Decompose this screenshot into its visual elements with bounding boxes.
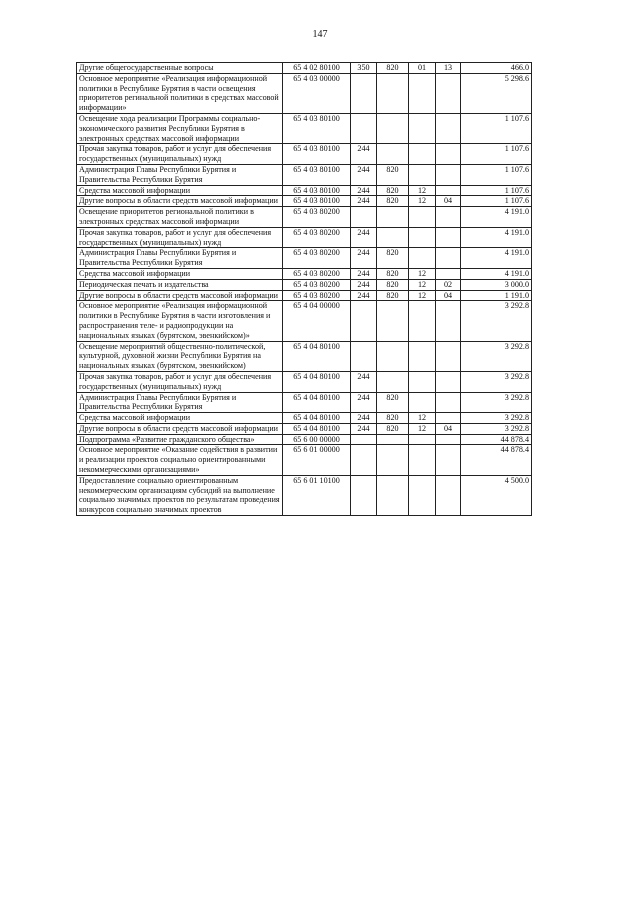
amount-value: 44 878.4 [461,434,532,445]
target-article-code: 65 4 03 80200 [283,290,351,301]
amount-value: 3 292.8 [461,371,532,392]
expense-item-name: Периодическая печать и издательства [77,279,283,290]
expense-item-name: Прочая закупка товаров, работ и услуг для обеспечения государственных (муниципальных) нужд [77,371,283,392]
expense-type-code [351,207,377,228]
expense-item-name: Другие вопросы в области средств массовой информации [77,423,283,434]
budget-manager-code [377,207,409,228]
target-article-code: 65 4 03 80100 [283,164,351,185]
expense-type-code [351,73,377,113]
section-code [409,227,436,248]
subsection-code [436,475,461,515]
subsection-code: 02 [436,279,461,290]
budget-manager-code [377,445,409,475]
table-row [77,185,532,196]
target-article-code: 65 4 03 80200 [283,268,351,279]
subsection-code [436,227,461,248]
target-article-code: 65 4 03 80200 [283,279,351,290]
section-code [409,164,436,185]
table-row [77,227,532,248]
budget-manager-code [377,434,409,445]
section-code [409,73,436,113]
table-row [77,392,532,413]
subsection-code [436,73,461,113]
section-code [409,341,436,371]
table-row [77,341,532,371]
budget-manager-code: 820 [377,185,409,196]
amount-value: 5 298.6 [461,73,532,113]
table-row [77,371,532,392]
budget-table [76,62,532,516]
expense-type-code [351,475,377,515]
target-article-code: 65 4 04 80100 [283,341,351,371]
expense-item-name: Средства массовой информации [77,185,283,196]
table-row [77,196,532,207]
amount-value: 3 292.8 [461,413,532,424]
expense-item-name: Другие вопросы в области средств массовой информации [77,290,283,301]
subsection-code: 04 [436,196,461,207]
target-article-code: 65 6 01 00000 [283,445,351,475]
amount-value: 1 107.6 [461,185,532,196]
amount-value: 1 107.6 [461,164,532,185]
table-row [77,301,532,341]
table-row [77,445,532,475]
section-code: 12 [409,290,436,301]
expense-type-code: 244 [351,423,377,434]
expense-type-code [351,445,377,475]
expense-type-code [351,113,377,143]
amount-value: 4 191.0 [461,268,532,279]
table-row [77,290,532,301]
expense-item-name: Администрация Главы Республики Бурятия и Правительства Республики Бурятия [77,392,283,413]
expense-type-code: 244 [351,196,377,207]
budget-manager-code: 820 [377,423,409,434]
expense-type-code: 244 [351,268,377,279]
subsection-code [436,392,461,413]
budget-manager-code: 820 [377,413,409,424]
subsection-code [436,268,461,279]
subsection-code: 04 [436,290,461,301]
subsection-code: 13 [436,63,461,74]
subsection-code [436,413,461,424]
page-number: 147 [312,29,328,40]
budget-manager-code [377,301,409,341]
expense-type-code [351,301,377,341]
section-code: 12 [409,413,436,424]
budget-manager-code [377,227,409,248]
target-article-code: 65 4 03 80100 [283,185,351,196]
amount-value: 3 000.0 [461,279,532,290]
target-article-code: 65 4 04 80100 [283,423,351,434]
section-code [409,475,436,515]
section-code [409,113,436,143]
subsection-code [436,113,461,143]
expense-type-code: 244 [351,227,377,248]
section-code: 12 [409,279,436,290]
table-row [77,144,532,165]
section-code [409,392,436,413]
table-row [77,63,532,74]
target-article-code: 65 4 04 80100 [283,413,351,424]
budget-manager-code: 820 [377,268,409,279]
section-code: 12 [409,185,436,196]
section-code: 12 [409,196,436,207]
section-code: 12 [409,268,436,279]
section-code [409,434,436,445]
target-article-code: 65 4 04 80100 [283,371,351,392]
amount-value: 44 878.4 [461,445,532,475]
target-article-code: 65 6 00 00000 [283,434,351,445]
subsection-code [436,434,461,445]
section-code [409,445,436,475]
table-row [77,423,532,434]
expense-item-name: Средства массовой информации [77,413,283,424]
budget-manager-code [377,113,409,143]
subsection-code [436,164,461,185]
table-row [77,207,532,228]
subsection-code [436,185,461,196]
expense-item-name: Освещение мероприятий общественно-политической, культурной, духовной жизни Республики Бурятия на национальных языках (бурятском, эвенкийском) [77,341,283,371]
budget-manager-code: 820 [377,392,409,413]
budget-manager-code [377,73,409,113]
amount-value: 3 292.8 [461,423,532,434]
expense-type-code: 244 [351,371,377,392]
table-row [77,434,532,445]
expense-type-code: 244 [351,290,377,301]
expense-item-name: Другие общегосударственные вопросы [77,63,283,74]
budget-manager-code: 820 [377,196,409,207]
amount-value: 4 191.0 [461,227,532,248]
expense-type-code: 244 [351,413,377,424]
expense-item-name: Основное мероприятие «Реализация информационной политики в Республике Бурятия в части освещения приоритетов регинальной политики в средствах массовой информации» [77,73,283,113]
expense-item-name: Другие вопросы в области средств массовой информации [77,196,283,207]
subsection-code [436,207,461,228]
expense-type-code [351,341,377,371]
expense-item-name: Основное мероприятие «Оказание содействия в развитии и реализации проектов социально ориентированными некоммерческими организациями» [77,445,283,475]
target-article-code: 65 4 03 80100 [283,144,351,165]
table-row [77,475,532,515]
expense-item-name: Основное мероприятие «Реализация информационной политики в Республике Бурятия в части изготовления и распространения теле- и радиопродукции на национальных языках (бурятском, эвенкийском)» [77,301,283,341]
amount-value: 3 292.8 [461,392,532,413]
expense-type-code: 244 [351,248,377,269]
budget-table-body [77,63,532,516]
section-code [409,371,436,392]
target-article-code: 65 4 03 80100 [283,113,351,143]
target-article-code: 65 4 03 80200 [283,207,351,228]
table-row [77,248,532,269]
table-row [77,413,532,424]
budget-manager-code: 820 [377,164,409,185]
expense-item-name: Подпрограмма «Развитие гражданского общества» [77,434,283,445]
section-code [409,207,436,228]
amount-value: 4 191.0 [461,207,532,228]
target-article-code: 65 4 03 80100 [283,196,351,207]
budget-manager-code: 820 [377,290,409,301]
expense-type-code [351,434,377,445]
subsection-code [436,144,461,165]
table-row [77,268,532,279]
table-row [77,73,532,113]
expense-type-code: 244 [351,185,377,196]
amount-value: 466.0 [461,63,532,74]
target-article-code: 65 4 03 00000 [283,73,351,113]
expense-type-code: 350 [351,63,377,74]
budget-manager-code [377,341,409,371]
amount-value: 1 107.6 [461,144,532,165]
table-row [77,279,532,290]
amount-value: 1 107.6 [461,196,532,207]
section-code [409,144,436,165]
budget-manager-code: 820 [377,248,409,269]
target-article-code: 65 6 01 10100 [283,475,351,515]
section-code: 01 [409,63,436,74]
expense-item-name: Прочая закупка товаров, работ и услуг для обеспечения государственных (муниципальных) нужд [77,144,283,165]
expense-type-code: 244 [351,144,377,165]
expense-item-name: Освещение хода реализации Программы социально-экономического развития Республики Бурятия в электронных средствах массовой информации [77,113,283,143]
budget-manager-code: 820 [377,63,409,74]
expense-item-name: Средства массовой информации [77,268,283,279]
table-row [77,113,532,143]
section-code: 12 [409,423,436,434]
amount-value: 4 500.0 [461,475,532,515]
subsection-code [436,371,461,392]
target-article-code: 65 4 04 00000 [283,301,351,341]
budget-manager-code [377,475,409,515]
amount-value: 3 292.8 [461,341,532,371]
expense-type-code: 244 [351,164,377,185]
amount-value: 3 292.8 [461,301,532,341]
expense-item-name: Администрация Главы Республики Бурятия и Правительства Республики Бурятия [77,248,283,269]
subsection-code [436,445,461,475]
target-article-code: 65 4 03 80200 [283,227,351,248]
section-code [409,301,436,341]
amount-value: 1 191.0 [461,290,532,301]
section-code [409,248,436,269]
subsection-code: 04 [436,423,461,434]
expense-item-name: Администрация Главы Республики Бурятия и Правительства Республики Бурятия [77,164,283,185]
target-article-code: 65 4 03 80200 [283,248,351,269]
expense-item-name: Предоставление социально ориентированным некоммерческим организациям субсидий на выполнение социально значимых проектов по результатам проведения конкурсов социально значимых проектов [77,475,283,515]
expense-item-name: Прочая закупка товаров, работ и услуг для обеспечения государственных (муниципальных) нужд [77,227,283,248]
expense-type-code: 244 [351,392,377,413]
amount-value: 1 107.6 [461,113,532,143]
target-article-code: 65 4 02 80100 [283,63,351,74]
subsection-code [436,341,461,371]
expense-type-code: 244 [351,279,377,290]
expense-item-name: Освещение приоритетов региональной политики в электронных средствах массовой информации [77,207,283,228]
budget-manager-code [377,144,409,165]
budget-manager-code: 820 [377,279,409,290]
amount-value: 4 191.0 [461,248,532,269]
table-row [77,164,532,185]
subsection-code [436,248,461,269]
subsection-code [436,301,461,341]
target-article-code: 65 4 04 80100 [283,392,351,413]
budget-manager-code [377,371,409,392]
